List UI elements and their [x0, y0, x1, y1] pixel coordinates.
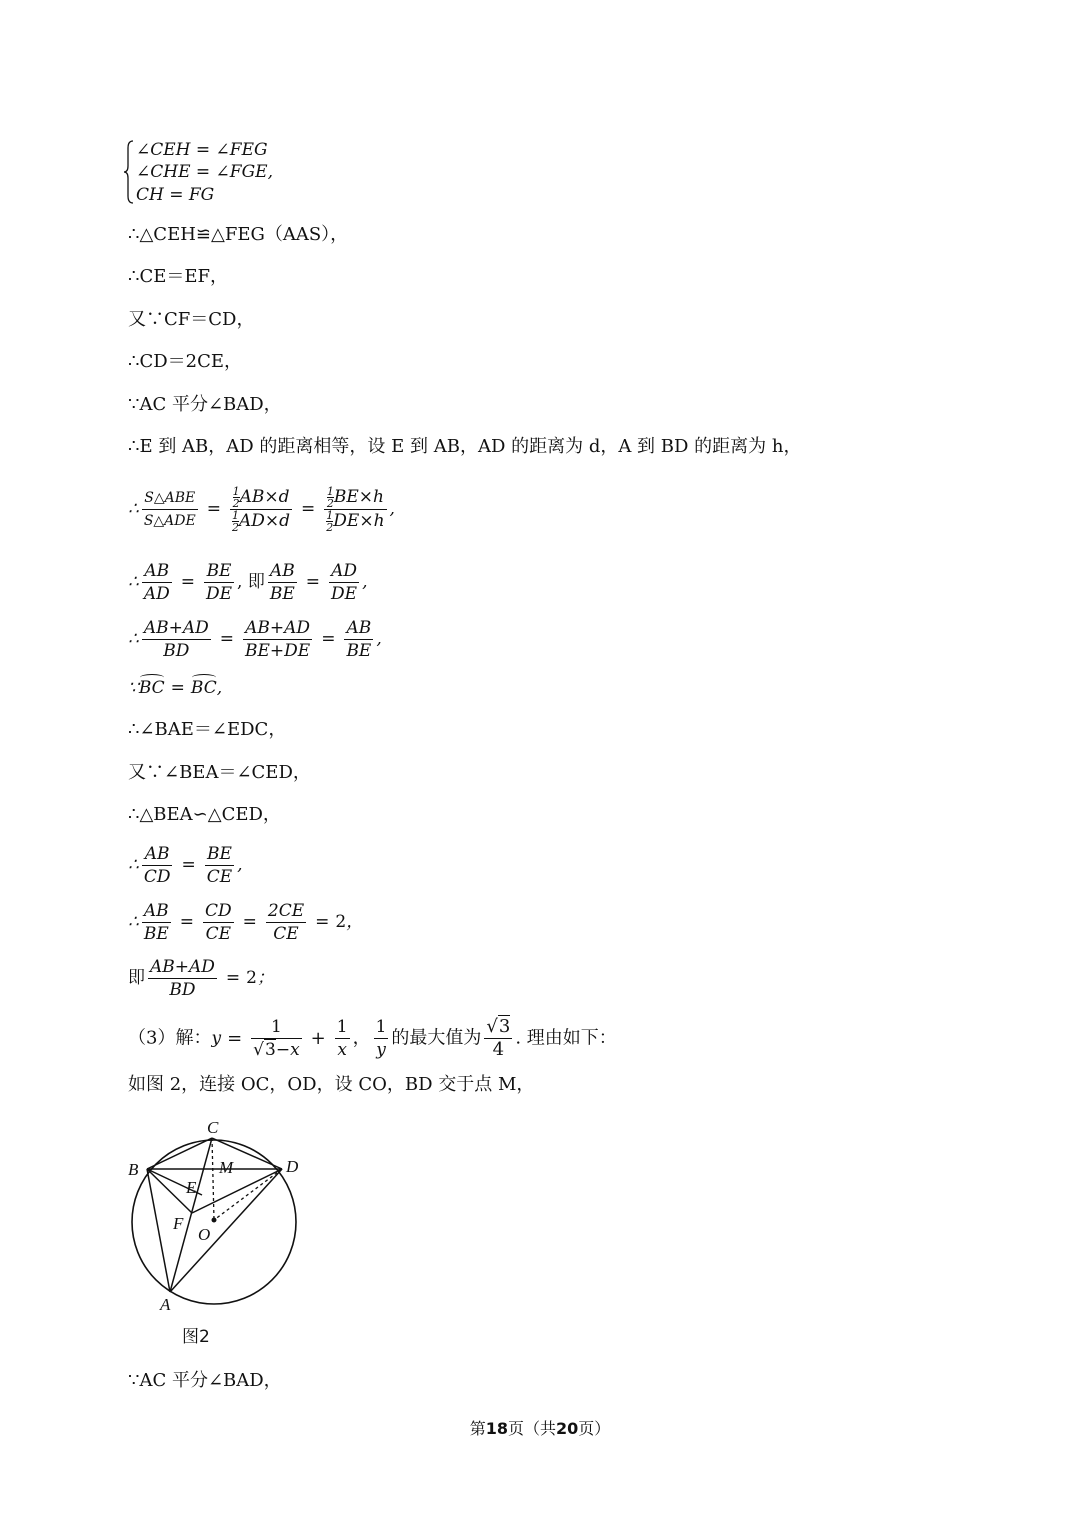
numerator: AB: [268, 560, 297, 583]
statement-text: . 理由如下：: [515, 1027, 617, 1049]
numerator: CD: [204, 901, 232, 921]
denominator: √3−x: [253, 1040, 300, 1060]
segment-df: [192, 1169, 282, 1213]
numerator: AB: [142, 560, 172, 583]
numerator: AB+AD: [143, 618, 209, 638]
numerator: BE: [205, 843, 234, 866]
numerator: AB×d: [239, 487, 290, 507]
fraction: [374, 1016, 389, 1061]
proof-line: ∴CD＝2CE，: [128, 351, 243, 372]
page-total: 20: [556, 1419, 579, 1438]
fraction: [230, 486, 292, 533]
proof-line: ∴E 到 AB，AD 的距离相等，设 E 到 AB，AD 的距离为 d，A 到 BD 的距离为 h，: [128, 436, 802, 457]
part3-statement: （3）解：y = $\frac{1}{√3-x}$ + $\frac{1}{x}$ ， $\frac{1}{y}$ 的最大值为 $\frac{√3}{4}$ . 理由如下：: [128, 1016, 617, 1060]
proof-line: 又∵CF＝CD，: [128, 309, 255, 330]
area-ratio-equation: ∴ $\frac{\text{S△ABE}}{\text{S△ADE}}$ = $\frac{1}{2}$ AB×d $\frac{1}{2}$ AD×d = $\frac{1}{2}$ BE×h $\frac{1}{2}$ DE×h ,: [128, 485, 395, 534]
segment-bc: [147, 1138, 212, 1169]
result-value: 2: [335, 912, 347, 932]
numerator: 1: [251, 1016, 302, 1039]
numerator: √3: [486, 1016, 511, 1037]
denominator: S△ADE: [143, 513, 196, 529]
segment-co-dashed: [212, 1138, 214, 1220]
page-footer: [0, 1416, 1080, 1439]
denominator: CE: [205, 924, 232, 944]
sqrt-radicand: 3: [265, 1040, 276, 1060]
denominator: 2: [326, 521, 334, 534]
arc-bc: BC: [190, 678, 217, 698]
fraction: [148, 956, 217, 1001]
numerator: AB+AD: [150, 957, 215, 977]
system-brace: [124, 140, 134, 204]
fraction: [324, 486, 386, 533]
denominator: 2: [232, 497, 240, 510]
variable: y: [211, 1028, 222, 1049]
fraction: [142, 560, 172, 605]
denominator: x: [337, 1040, 347, 1060]
denominator: DE: [206, 584, 233, 604]
numerator: 1: [326, 485, 334, 498]
therefore-sign: ∴: [128, 855, 139, 875]
numerator: 1: [326, 509, 334, 522]
footer-text: 页（共: [507, 1419, 556, 1438]
proof-line: ∴∠BAE＝∠EDC，: [128, 719, 287, 740]
numerator: 1: [232, 509, 239, 522]
proof-line: ∵AC 平分∠BAD，: [128, 394, 282, 415]
proof-line: ∴△CEH≌△FEG（AAS），: [128, 224, 349, 245]
half-fraction: [232, 510, 239, 533]
geometry-figure-2: [122, 1114, 306, 1350]
denominator: 4: [492, 1039, 505, 1060]
fraction: [484, 1016, 512, 1061]
numerator: 1: [336, 1017, 348, 1037]
label-d: D: [286, 1157, 299, 1176]
system-eq-1: ∠CEH = ∠FEG: [136, 140, 268, 160]
fraction: [243, 617, 312, 662]
ratio-equation: ∴ $\frac{AB}{BE}$ = $\frac{CD}{CE}$ = $\frac{2CE}{CE}$ = 2，: [128, 901, 364, 944]
punctuation: ,: [216, 678, 223, 698]
system-eq-3: CH = FG: [136, 185, 215, 205]
label-e: E: [186, 1178, 197, 1197]
numerator: S△ABE: [142, 487, 198, 510]
arc-equation: ∵BC = BC,: [128, 678, 223, 698]
center-point: [212, 1218, 217, 1223]
denominator: BD: [169, 980, 196, 1000]
numerator: BE×h: [333, 487, 384, 507]
denominator: 2: [232, 521, 239, 534]
label-c: C: [207, 1118, 219, 1137]
punctuation: ,: [362, 572, 368, 592]
denominator: y: [376, 1040, 386, 1060]
fraction: [142, 843, 173, 888]
fraction: [344, 617, 373, 662]
numerator: 2CE: [267, 901, 305, 921]
denominator: BE: [269, 584, 295, 604]
denominator: CE: [206, 867, 233, 887]
footer-text: 页）: [578, 1419, 611, 1438]
fraction: [251, 1016, 302, 1061]
numerator: AB+AD: [243, 617, 312, 640]
half-fraction: [327, 486, 334, 509]
fraction: [205, 843, 234, 888]
denominator: DE: [331, 584, 358, 604]
numerator: 1: [232, 485, 240, 498]
label-b: B: [128, 1160, 139, 1179]
numerator: AD: [329, 560, 359, 583]
fraction: [329, 560, 359, 605]
denominator: DE×h: [333, 511, 385, 531]
numerator: AB: [142, 843, 173, 866]
proof-line: ∴CE＝EF，: [128, 266, 228, 287]
denominator: CE: [273, 924, 299, 944]
punctuation: ,: [389, 499, 395, 519]
fraction: [142, 900, 171, 945]
fraction: [204, 560, 234, 605]
part-label: （3）解：: [128, 1027, 212, 1049]
fraction: [203, 900, 234, 945]
arc-bc: BC: [138, 678, 165, 698]
page-number: 18: [485, 1419, 508, 1438]
therefore-sign: ∴: [128, 499, 139, 519]
denominator: AD×d: [239, 511, 291, 531]
proof-line: 又∵∠BEA＝∠CED，: [128, 762, 311, 783]
fraction: [268, 560, 297, 605]
denominator: BE: [143, 924, 169, 944]
connector-text: , 即: [237, 572, 265, 592]
figure-caption: 图2: [182, 1327, 210, 1347]
system-eq-2: ∠CHE = ∠FGE,: [136, 162, 273, 182]
fraction: [142, 487, 198, 532]
numerator: 1: [375, 1017, 387, 1037]
denominator: AD: [143, 584, 170, 604]
denominator: BD: [163, 641, 190, 661]
label-m: M: [219, 1158, 234, 1177]
therefore-sign: ∴: [128, 572, 139, 592]
proof-line: ∵AC 平分∠BAD，: [128, 1370, 282, 1391]
punctuation: ；: [257, 968, 274, 988]
ratio-equation: ∴ $\frac{AB}{CD}$ = $\frac{BE}{CE}$ ,: [128, 844, 243, 887]
result-value: 2: [246, 968, 257, 988]
numerator: AB: [344, 617, 373, 640]
proof-line: 如图 2，连接 OC，OD，设 CO，BD 交于点 M，: [128, 1074, 535, 1095]
proof-line: ∴△BEA∽△CED，: [128, 804, 281, 825]
label-o: O: [198, 1225, 211, 1244]
numerator: AB: [142, 900, 171, 923]
denominator: BE+DE: [245, 641, 311, 661]
punctuation: ,: [376, 629, 382, 649]
punctuation: ，: [346, 912, 364, 932]
therefore-sign: ∴: [128, 629, 139, 649]
denominator: BE: [346, 641, 372, 661]
therefore-sign: ∴: [128, 912, 139, 932]
label-f: F: [173, 1214, 184, 1233]
because-sign: ∵: [128, 678, 139, 698]
label-a: A: [160, 1295, 171, 1314]
fraction: [335, 1016, 350, 1061]
ratio-equation: ∴ $\frac{AB+AD}{BD}$ = $\frac{AB+AD}{BE+DE}$ = $\frac{AB}{BE}$ ,: [128, 618, 382, 661]
conclusion-word: 即: [128, 968, 145, 988]
denominator: 2: [326, 497, 334, 510]
footer-text: 第: [469, 1419, 486, 1438]
ratio-equation: ∴ $\frac{AB}{AD}$ = $\frac{BE}{DE}$ , 即 $\frac{AB}{BE}$ = $\frac{AD}{DE}$ ,: [128, 561, 368, 604]
denominator: CD: [143, 867, 171, 887]
ratio-equation: 即 $\frac{AB+AD}{BD}$ = 2；: [128, 957, 274, 1000]
fraction: [142, 617, 211, 662]
numerator: BE: [204, 560, 234, 583]
punctuation: ,: [237, 855, 243, 875]
denominator-rest: −x: [275, 1040, 300, 1060]
sqrt-radicand: 3: [498, 1016, 511, 1037]
fraction: [266, 900, 306, 945]
half-fraction: [233, 486, 240, 509]
statement-text: 的最大值为: [391, 1027, 482, 1049]
